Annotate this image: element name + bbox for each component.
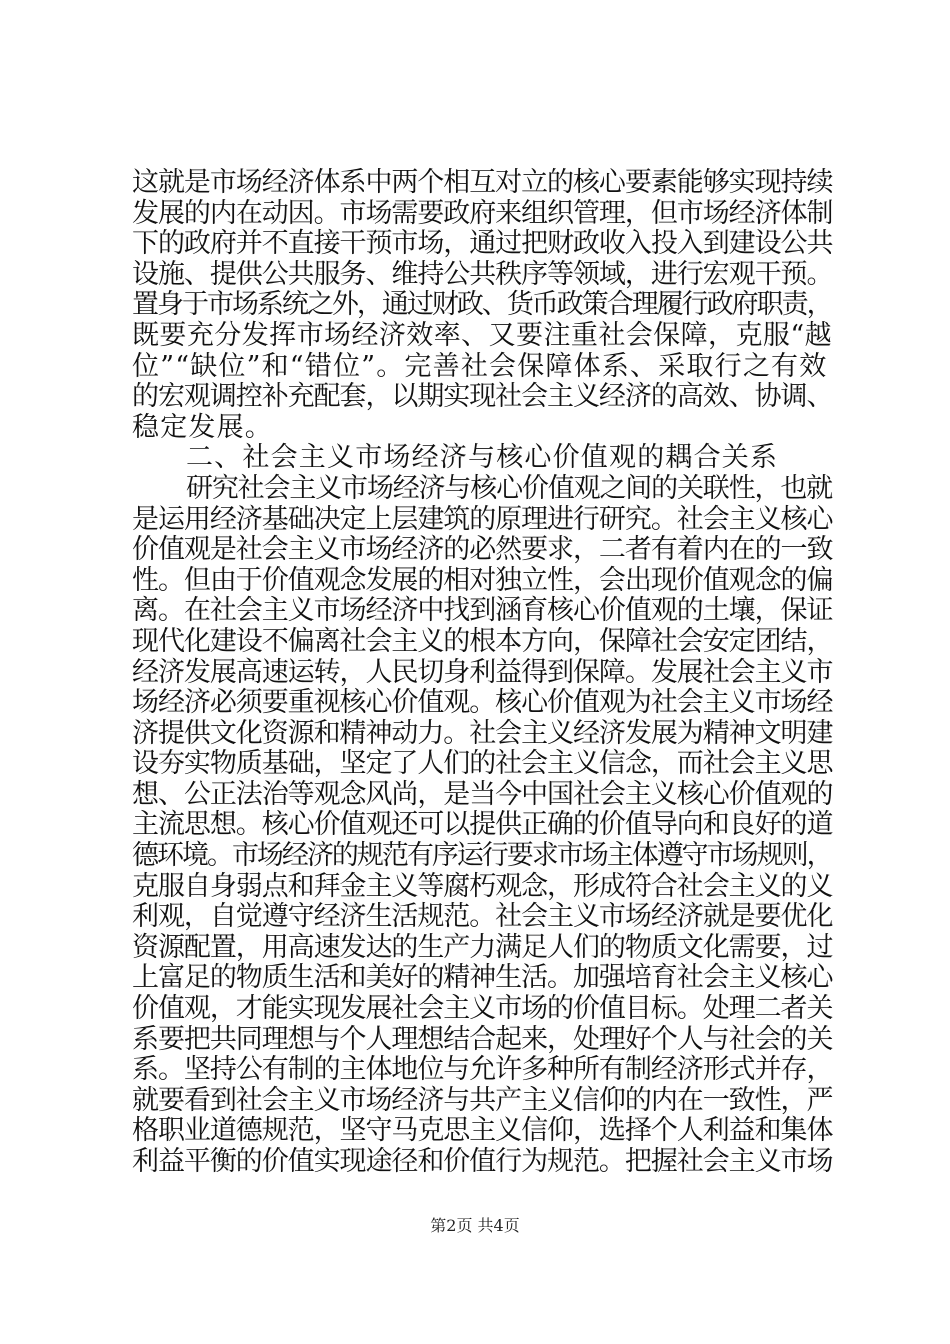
text-line: 就要看到社会主义市场经济与共产主义信仰的内在一致性，严	[132, 1084, 833, 1116]
text-line: 场经济必须要重视核心价值观。核心价值观为社会主义市场经	[132, 687, 833, 719]
text-line: 这就是市场经济体系中两个相互对立的核心要素能够实现持续	[132, 167, 833, 198]
text-line: 既要充分发挥市场经济效率、又要注重社会保障，克服“越	[132, 319, 833, 351]
text-line: 济提供文化资源和精神动力。社会主义经济发展为精神文明建	[132, 717, 833, 749]
text-line: 稳定发展。	[132, 411, 273, 443]
text-line: 下的政府并不直接干预市场，通过把财政收入投入到建设公共	[132, 228, 833, 260]
text-line: 设夯实物质基础，坚定了人们的社会主义信念，而社会主义思	[132, 748, 833, 780]
text-line: 主流思想。核心价值观还可以提供正确的价值导向和良好的道	[132, 809, 833, 841]
text-line: 上富足的物质生活和美好的精神生活。加强培育社会主义核心	[132, 962, 833, 994]
text-line: 设施、提供公共服务、维持公共秩序等领域，进行宏观干预。	[132, 258, 833, 290]
text-line: 想、公正法治等观念风尚，是当今中国社会主义核心价值观的	[132, 778, 833, 810]
section-heading: 二、社会主义市场经济与核心价值观的耦合关系	[186, 442, 779, 474]
text-line: 利观，自觉遵守经济生活规范。社会主义市场经济就是要优化	[132, 901, 833, 933]
text-line: 价值观，才能实现发展社会主义市场的价值目标。处理二者关	[132, 993, 833, 1025]
text-line: 利益平衡的价值实现途径和价值行为规范。把握社会主义市场	[132, 1146, 833, 1177]
text-line: 研究社会主义市场经济与核心价值观之间的关联性，也就	[186, 472, 832, 504]
text-line: 经济发展高速运转，人民切身利益得到保障。发展社会主义市	[132, 656, 833, 688]
text-line: 性。但由于价值观念发展的相对独立性，会出现价值观念的偏	[132, 564, 833, 596]
text-line: 置身于市场系统之外，通过财政、货币政策合理履行政府职责，	[132, 289, 832, 321]
page-number: 第2页 共4页	[430, 1216, 520, 1235]
text-line: 克服自身弱点和拜金主义等腐朽观念，形成符合社会主义的义	[132, 870, 833, 902]
text-line: 是运用经济基础决定上层建筑的原理进行研究。社会主义核心	[132, 503, 833, 535]
text-line: 位”“缺位”和“错位”。完善社会保障体系、采取行之有效	[132, 350, 828, 382]
text-line: 离。在社会主义市场经济中找到涵育核心价值观的土壤，保证	[132, 595, 833, 627]
text-line: 系。坚持公有制的主体地位与允许多种所有制经济形式并存，	[132, 1054, 833, 1086]
text-line: 格职业道德规范，坚守马克思主义信仰，选择个人利益和集体	[132, 1115, 833, 1147]
text-line: 现代化建设不偏离社会主义的根本方向，保障社会安定团结，	[132, 625, 833, 657]
body-text	[132, 168, 832, 1178]
text-line: 德环境。市场经济的规范有序运行要求市场主体遵守市场规则，	[132, 840, 832, 872]
text-line: 资源配置，用高速发达的生产力满足人们的物质文化需要，过	[132, 931, 833, 963]
text-line: 系要把共同理想与个人理想结合起来，处理好个人与社会的关	[132, 1023, 833, 1055]
text-line: 价值观是社会主义市场经济的必然要求，二者有着内在的一致	[132, 534, 833, 566]
text-line: 的宏观调控补充配套，以期实现社会主义经济的高效、协调、	[132, 381, 833, 413]
text-line: 发展的内在动因。市场需要政府来组织管理，但市场经济体制	[132, 197, 833, 229]
